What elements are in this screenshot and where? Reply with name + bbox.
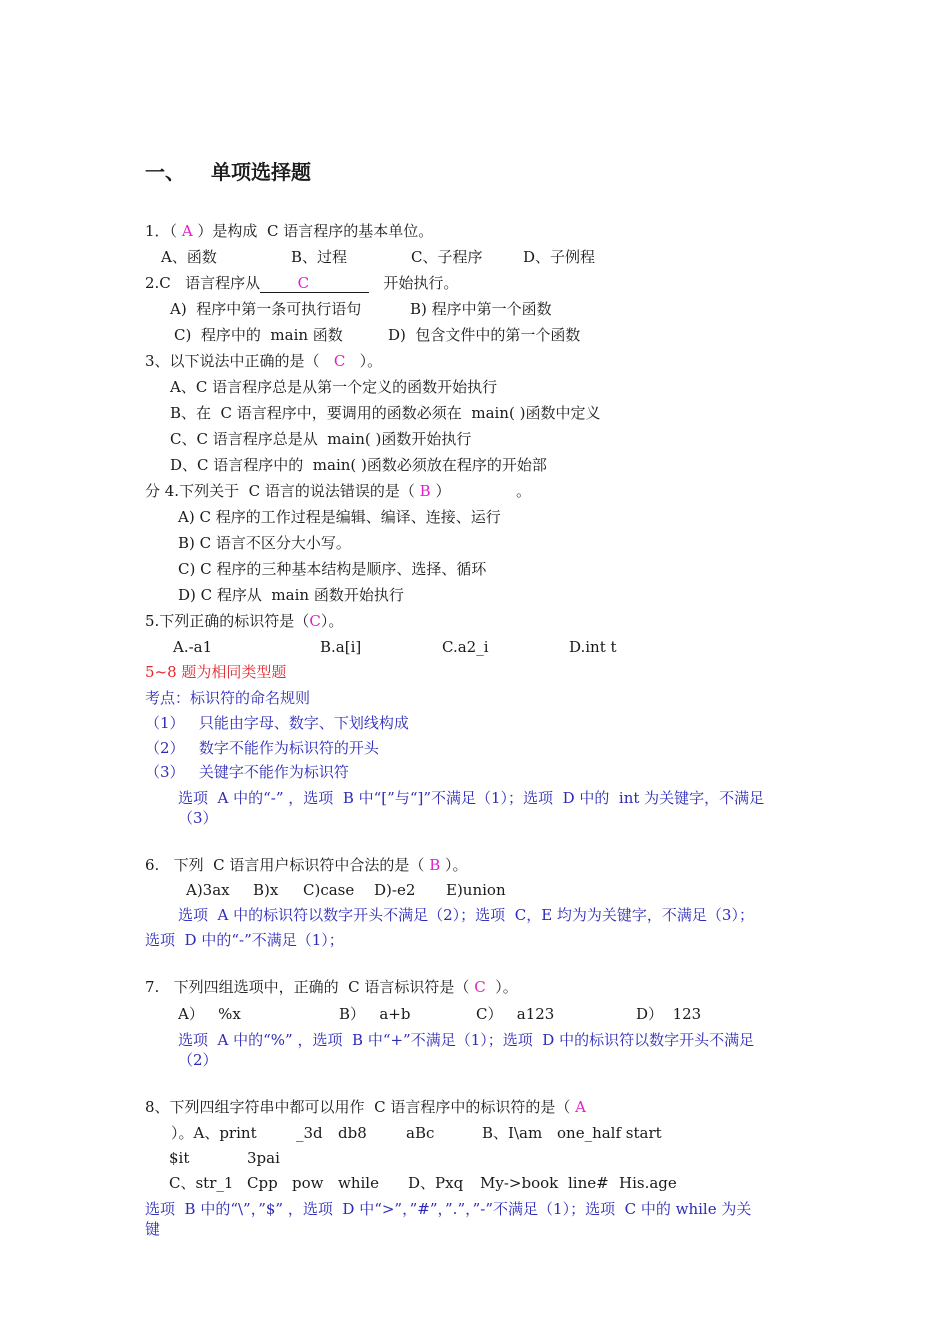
q1-option-c: C、子程序 [411,248,483,266]
question-3: 3、以下说法中正确的是（ C ）。 [145,352,383,370]
note-rule-2: （2） 数字不能作为标识符的开头 [145,739,379,757]
q3-option-c: C、C 语言程序总是从 main( )函数开始执行 [170,430,472,448]
q5-option-b: B.a[i] [320,638,362,656]
q8-line4-h: His.age [619,1174,677,1192]
answer-1: A [181,222,193,240]
q8-line2-f: one_half start [557,1124,662,1142]
question-5: 5.下列正确的标识符是（C）。 [145,612,344,630]
q6-option-d: D)-e2 [374,881,416,899]
answer-8: A [575,1098,586,1116]
q4-option-b: B) C 语言不区分大小写。 [178,534,351,552]
q4-period: 。 [516,482,532,500]
note-explain: 选项 A 中的“-” ，选项 B 中“[”与“]”不满足（1）；选项 D 中的 int 为关键字，不满足 [178,789,765,807]
q8-line2-a: ）。A、print [171,1124,257,1142]
q4-option-c: C) C 程序的三种基本结构是顺序、选择、循环 [178,560,487,578]
answer-2: C [297,274,310,292]
q8-line2-e: B、I\am [482,1124,543,1142]
q8-explain: 选项 B 中的“\”，”$” ，选项 D 中“>”，”#”，”.”，”-”不满足（1）；选项 C 中的 while 为关 [145,1200,752,1218]
q6-explain: 选项 A 中的标识符以数字开头不满足（2）；选项 C，E 均为为关键字，不满足（3）； [178,906,754,924]
q7-option-b: B） a+b [339,1005,411,1023]
note-explain-cont: （3） [178,809,218,827]
q8-line4-a: C、str_1 [169,1174,234,1192]
note-title: 5~8 题为相同类型题 [145,663,287,681]
q2-option-b: B) 程序中第一个函数 [410,300,552,318]
q7-explain: 选项 A 中的“%” ，选项 B 中“+”不满足（1）；选项 D 中的标识符以数字开头不满足 [178,1031,755,1049]
q5-option-d: D.int t [569,638,617,656]
q8-line4-f: My->book [480,1174,559,1192]
q7-option-d: D） 123 [636,1005,702,1023]
answer-7: C [474,978,486,996]
q3-option-a: A、C 语言程序总是从第一个定义的函数开始执行 [170,378,498,396]
q3-option-d: D、C 语言程序中的 main( )函数必须放在程序的开始部 [170,456,547,474]
section-number: 一、 [145,160,185,184]
q4-option-d: D) C 程序从 main 函数开始执行 [178,586,404,604]
q8-explain-cont: 键 [145,1220,161,1238]
q8-line2-c: db8 [338,1124,367,1142]
answer-3: C [333,352,346,370]
q4-option-a: A) C 程序的工作过程是编辑、编译、连接、运行 [178,508,501,526]
q3-option-b: B、在 C 语言程序中，要调用的函数必须在 main( )函数中定义 [170,404,601,422]
q1-option-b: B、过程 [291,248,348,266]
q1-option-d: D、子例程 [523,248,596,266]
note-rule-1: （1） 只能由字母、数字、下划线构成 [145,714,409,732]
note-point: 考点：标识符的命名规则 [145,689,311,707]
note-rule-3: （3） 关键字不能作为标识符 [145,763,349,781]
q8-line2-d: aBc [406,1124,435,1142]
q2-option-d: D) 包含文件中的第一个函数 [388,326,581,344]
answer-blank [260,275,369,293]
question-2: 2.C 语言程序从 C 开始执行。 [145,274,459,292]
answer-4: B [419,482,431,500]
section-title: 单项选择题 [211,160,311,184]
question-8: 8、下列四组字符串中都可以用作 C 语言程序中的标识符的是（ A [145,1098,586,1116]
q8-line4-g: line# [568,1174,609,1192]
q6-option-a: A)3ax [186,881,230,899]
q6-explain-cont: 选项 D 中的“-”不满足（1）； [145,931,344,949]
q1-option-a: A、函数 [161,248,217,266]
q6-option-b: B)x [253,881,279,899]
q6-option-c: C)case [303,881,355,899]
q8-line2-b: _3d [296,1124,323,1142]
question-7: 7. 下列四组选项中，正确的 C 语言标识符是（ C ）。 [145,978,518,996]
answer-6: B [429,856,441,874]
q5-option-a: A.-a1 [173,638,213,656]
q8-line4-b: Cpp [247,1174,278,1192]
answer-5: C [309,612,321,630]
q8-line4-e: D、Pxq [408,1174,464,1192]
q7-option-a: A） %x [178,1005,241,1023]
q8-line3-a: $it [169,1149,190,1167]
q5-option-c: C.a2_i [442,638,489,656]
q7-option-c: C） a123 [476,1005,555,1023]
question-1: 1．（ A ）是构成 C 语言程序的基本单位。 [145,222,434,240]
q8-line4-d: while [338,1174,379,1192]
question-4: 分 4.下列关于 C 语言的说法错误的是（ B ） [145,482,451,500]
q8-line3-b: 3pai [247,1149,280,1167]
q8-line4-c: pow [292,1174,324,1192]
question-6: 6. 下列 C 语言用户标识符中合法的是（ B ）。 [145,856,468,874]
q2-option-a: A) 程序中第一条可执行语句 [170,300,362,318]
q6-option-e: E)union [446,881,506,899]
q2-option-c: C) 程序中的 main 函数 [174,326,343,344]
q7-explain-cont: （2） [178,1051,218,1069]
